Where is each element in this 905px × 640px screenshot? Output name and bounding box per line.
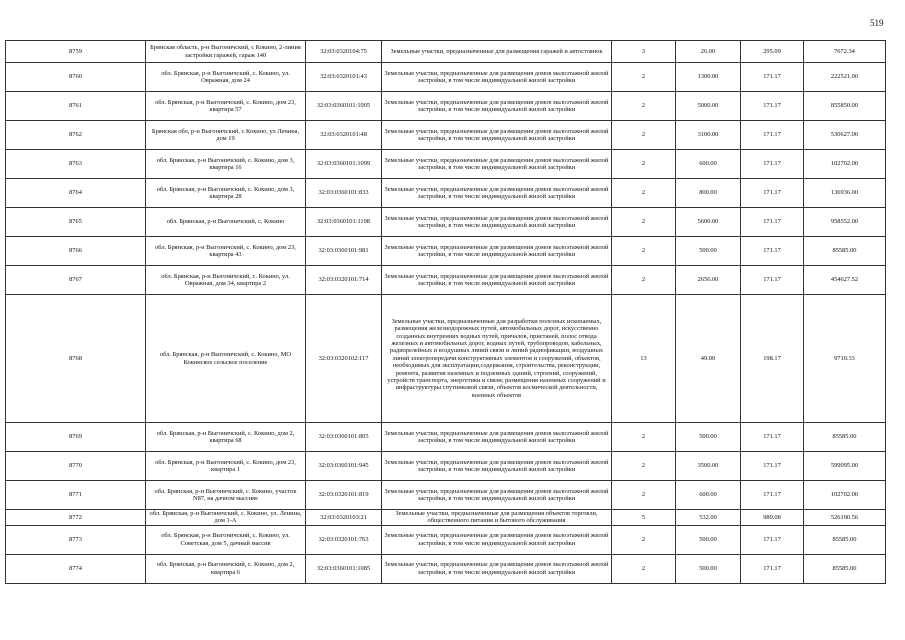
cadastral-number-cell: 32:03:0320101:48 <box>306 121 382 150</box>
row-number: 8770 <box>6 452 146 481</box>
address-cell: обл. Брянская, р-н Выгоничский, с. Кокино, дом 23, квартира 1 <box>146 452 306 481</box>
table-row <box>6 41 886 63</box>
cadastral-number-cell: 32:03:0320101:819 <box>306 481 382 510</box>
table-row <box>6 208 886 237</box>
group-cell: 2 <box>612 266 676 295</box>
rate-cell: 171.17 <box>741 452 804 481</box>
land-purpose-cell: Земельные участки, предназначенные для размещения домов малоэтажной жилой застройки, в том числе индивидуальной жилой застройки <box>382 266 612 295</box>
group-cell: 2 <box>612 63 676 92</box>
cadastral-number-cell: 32:03:0320101:714 <box>306 266 382 295</box>
address-cell: Брянская обл, р-н Выгоничский, с Кокино, ул Ленина, дом 19 <box>146 121 306 150</box>
table-row <box>6 295 886 423</box>
group-cell: 2 <box>612 121 676 150</box>
address-cell: обл. Брянская, р-н Выгоничский, с. Кокино, дом 3, квартира 28 <box>146 179 306 208</box>
area-cell: 800.00 <box>676 179 741 208</box>
cadastral-cost-cell: 85585.00 <box>804 423 886 452</box>
address-cell: обл. Брянская, р-н Выгоничский, с. Кокино, МО Кокинское сельское поселение <box>146 295 306 423</box>
address-cell: обл. Брянская, р-н Выгоничский, с. Кокино, дом 2, квартира 6 <box>146 554 306 583</box>
cadastral-cost-cell: 85585.00 <box>804 554 886 583</box>
table-row <box>6 452 886 481</box>
rate-cell: 171.17 <box>741 179 804 208</box>
cadastral-cost-cell: 85585.00 <box>804 525 886 554</box>
area-cell: 600.00 <box>676 150 741 179</box>
group-cell: 2 <box>612 423 676 452</box>
cadastral-number-cell: 32:03:0360101:945 <box>306 452 382 481</box>
cadastral-number-cell: 32:03:0320104:75 <box>306 41 382 63</box>
land-purpose-cell: Земельные участки, предназначенные для размещения домов малоэтажной жилой застройки, в том числе индивидуальной жилой застройки <box>382 121 612 150</box>
rate-cell: 171.17 <box>741 237 804 266</box>
area-cell: 2656.00 <box>676 266 741 295</box>
cadastral-number-cell: 32:03:0320101:43 <box>306 63 382 92</box>
land-purpose-cell: Земельные участки, предназначенные для размещения объектов торговли, общественного питания и бытового обслуживания <box>382 510 612 526</box>
rate-cell: 171.17 <box>741 208 804 237</box>
row-number: 8769 <box>6 423 146 452</box>
rate-cell: 171.17 <box>741 121 804 150</box>
cadastral-cost-cell: 85585.00 <box>804 237 886 266</box>
address-cell: обл. Брянская, р-н Выгоничский, с. Кокино <box>146 208 306 237</box>
table-row <box>6 266 886 295</box>
area-cell: 3500.00 <box>676 452 741 481</box>
area-cell: 26.00 <box>676 41 741 63</box>
table-row <box>6 525 886 554</box>
cadastral-number-cell: 32:03:0360101:981 <box>306 237 382 266</box>
land-purpose-cell: Земельные участки, предназначенные для размещения домов малоэтажной жилой застройки, в том числе индивидуальной жилой застройки <box>382 208 612 237</box>
row-number: 8759 <box>6 41 146 63</box>
group-cell: 2 <box>612 481 676 510</box>
address-cell: обл. Брянская, р-н Выгоничский, с. Кокино, участок N87, на дачном массиве <box>146 481 306 510</box>
cadastral-number-cell: 32:03:0360101:1099 <box>306 150 382 179</box>
group-cell: 3 <box>612 41 676 63</box>
cadastral-cost-cell: 855850.00 <box>804 92 886 121</box>
land-purpose-cell: Земельные участки, предназначенные для разработки полезных ископаемых, размещения железнодорожных путей, автомобильных дорог, искусственно созданных внутренних водных путей, причалов, пристаней, полос отвода железных и автомобильных дорог, водных путей, трубопроводов, кабельных, радиорелейных и воздушных линий связи и линий радиофикации, воздушных линий электропередачи конструктивных элементов и сооружений, объектов, необходимых для эксплуатации,содержания, строительства, реконструкции, ремонта, развития наземных и подземных зданий, строений, сооружений, устройств транспорта, энергетики и связи; размещения наземных сооружений и инфраструктуры спутниковой связи, объектов космической деятельности, военных объектов <box>382 295 612 423</box>
address-cell: обл. Брянская, р-н Выгоничский, с. Кокино, ул. Овражная, дом 34, квартира 2 <box>146 266 306 295</box>
rate-cell: 171.17 <box>741 63 804 92</box>
area-cell: 500.00 <box>676 554 741 583</box>
land-purpose-cell: Земельные участки, предназначенные для размещения гаражей и автостоянок <box>382 41 612 63</box>
area-cell: 600.00 <box>676 481 741 510</box>
land-registry-table <box>5 40 886 584</box>
cadastral-cost-cell: 454627.52 <box>804 266 886 295</box>
table-row <box>6 63 886 92</box>
land-purpose-cell: Земельные участки, предназначенные для размещения домов малоэтажной жилой застройки, в том числе индивидуальной жилой застройки <box>382 63 612 92</box>
cadastral-number-cell: 32:03:0320103:21 <box>306 510 382 526</box>
row-number: 8774 <box>6 554 146 583</box>
row-number: 8763 <box>6 150 146 179</box>
cadastral-cost-cell: 7672.34 <box>804 41 886 63</box>
area-cell: 500.00 <box>676 525 741 554</box>
rate-cell: 171.17 <box>741 92 804 121</box>
area-cell: 5000.00 <box>676 92 741 121</box>
area-cell: 5600.00 <box>676 208 741 237</box>
address-cell: обл. Брянская, р-н Выгоничский, с. Кокино, ул. Советская, дом 5, дачный массив <box>146 525 306 554</box>
table-row <box>6 481 886 510</box>
row-number: 8773 <box>6 525 146 554</box>
row-number: 8760 <box>6 63 146 92</box>
land-purpose-cell: Земельные участки, предназначенные для размещения домов малоэтажной жилой застройки, в том числе индивидуальной жилой застройки <box>382 92 612 121</box>
group-cell: 2 <box>612 92 676 121</box>
group-cell: 5 <box>612 510 676 526</box>
address-cell: обл. Брянская, р-н Выгоничский, с. Кокино, дом 23, квартира 57 <box>146 92 306 121</box>
row-number: 8767 <box>6 266 146 295</box>
table-row <box>6 554 886 583</box>
table-row <box>6 237 886 266</box>
land-purpose-cell: Земельные участки, предназначенные для размещения домов малоэтажной жилой застройки, в том числе индивидуальной жилой застройки <box>382 525 612 554</box>
rate-cell: 171.17 <box>741 525 804 554</box>
area-cell: 500.00 <box>676 237 741 266</box>
address-cell: обл. Брянская, р-н Выгоничский, с. Кокино, дом 3, квартира 16 <box>146 150 306 179</box>
cadastral-number-cell: 32:03:0360101:805 <box>306 423 382 452</box>
cadastral-number-cell: 32:03:0360101:1085 <box>306 554 382 583</box>
rate-cell: 295.09 <box>741 41 804 63</box>
rate-cell: 171.17 <box>741 266 804 295</box>
land-purpose-cell: Земельные участки, предназначенные для размещения домов малоэтажной жилой застройки, в том числе индивидуальной жилой застройки <box>382 481 612 510</box>
address-cell: обл. Брянская, р-н Выгоничский, с. Кокино, дом 23, квартира 43 <box>146 237 306 266</box>
cadastral-cost-cell: 102702.00 <box>804 481 886 510</box>
row-number: 8762 <box>6 121 146 150</box>
row-number: 8764 <box>6 179 146 208</box>
table-row <box>6 510 886 526</box>
cadastral-cost-cell: 526190.56 <box>804 510 886 526</box>
land-purpose-cell: Земельные участки, предназначенные для размещения домов малоэтажной жилой застройки, в том числе индивидуальной жилой застройки <box>382 237 612 266</box>
land-purpose-cell: Земельные участки, предназначенные для размещения домов малоэтажной жилой застройки, в том числе индивидуальной жилой застройки <box>382 179 612 208</box>
cadastral-number-cell: 32:03:0320101:763 <box>306 525 382 554</box>
cadastral-cost-cell: 222521.00 <box>804 63 886 92</box>
cadastral-cost-cell: 530627.00 <box>804 121 886 150</box>
land-purpose-cell: Земельные участки, предназначенные для размещения домов малоэтажной жилой застройки, в том числе индивидуальной жилой застройки <box>382 423 612 452</box>
rate-cell: 171.17 <box>741 554 804 583</box>
row-number: 8771 <box>6 481 146 510</box>
table-row <box>6 423 886 452</box>
row-number: 8768 <box>6 295 146 423</box>
group-cell: 2 <box>612 554 676 583</box>
page-number: 519 <box>870 18 884 28</box>
rate-cell: 198.17 <box>741 295 804 423</box>
area-cell: 3100.00 <box>676 121 741 150</box>
address-cell: обл. Брянская, р-н Выгоничский, с. Кокино, ул. Ленина, дом 1-А <box>146 510 306 526</box>
table-row <box>6 150 886 179</box>
cadastral-number-cell: 32:03:0360101:833 <box>306 179 382 208</box>
rate-cell: 171.17 <box>741 423 804 452</box>
row-number: 8765 <box>6 208 146 237</box>
group-cell: 2 <box>612 525 676 554</box>
address-cell: обл. Брянская, р-н Выгоничский, с. Кокино, дом 2, квартира 68 <box>146 423 306 452</box>
group-cell: 2 <box>612 179 676 208</box>
cadastral-cost-cell: 599095.00 <box>804 452 886 481</box>
rate-cell: 171.17 <box>741 481 804 510</box>
cadastral-number-cell: 32:03:0360101:1198 <box>306 208 382 237</box>
table-row <box>6 121 886 150</box>
rate-cell: 171.17 <box>741 150 804 179</box>
land-purpose-cell: Земельные участки, предназначенные для размещения домов малоэтажной жилой застройки, в том числе индивидуальной жилой застройки <box>382 150 612 179</box>
area-cell: 532.00 <box>676 510 741 526</box>
group-cell: 2 <box>612 208 676 237</box>
land-purpose-cell: Земельные участки, предназначенные для размещения домов малоэтажной жилой застройки, в том числе индивидуальной жилой застройки <box>382 452 612 481</box>
land-purpose-cell: Земельные участки, предназначенные для размещения домов малоэтажной жилой застройки, в том числе индивидуальной жилой застройки <box>382 554 612 583</box>
area-cell: 49.00 <box>676 295 741 423</box>
row-number: 8772 <box>6 510 146 526</box>
group-cell: 2 <box>612 452 676 481</box>
cadastral-number-cell: 32:03:0360101:1005 <box>306 92 382 121</box>
rate-cell: 989.08 <box>741 510 804 526</box>
cadastral-cost-cell: 958552.00 <box>804 208 886 237</box>
row-number: 8766 <box>6 237 146 266</box>
table-row <box>6 179 886 208</box>
address-cell: обл. Брянская, р-н Выгоничский, с. Кокино, ул. Овражная, дом 24 <box>146 63 306 92</box>
cadastral-cost-cell: 102702.00 <box>804 150 886 179</box>
cadastral-number-cell: 32:03:0320102:117 <box>306 295 382 423</box>
cadastral-cost-cell: 136936.00 <box>804 179 886 208</box>
cadastral-cost-cell: 9710.33 <box>804 295 886 423</box>
group-cell: 13 <box>612 295 676 423</box>
row-number: 8761 <box>6 92 146 121</box>
table-row <box>6 92 886 121</box>
area-cell: 1300.00 <box>676 63 741 92</box>
address-cell: Брянская область, р-н Выгоничский, с Кокино, 2-линия застройки гаражей, гараж 140 <box>146 41 306 63</box>
area-cell: 500.00 <box>676 423 741 452</box>
group-cell: 2 <box>612 237 676 266</box>
group-cell: 2 <box>612 150 676 179</box>
